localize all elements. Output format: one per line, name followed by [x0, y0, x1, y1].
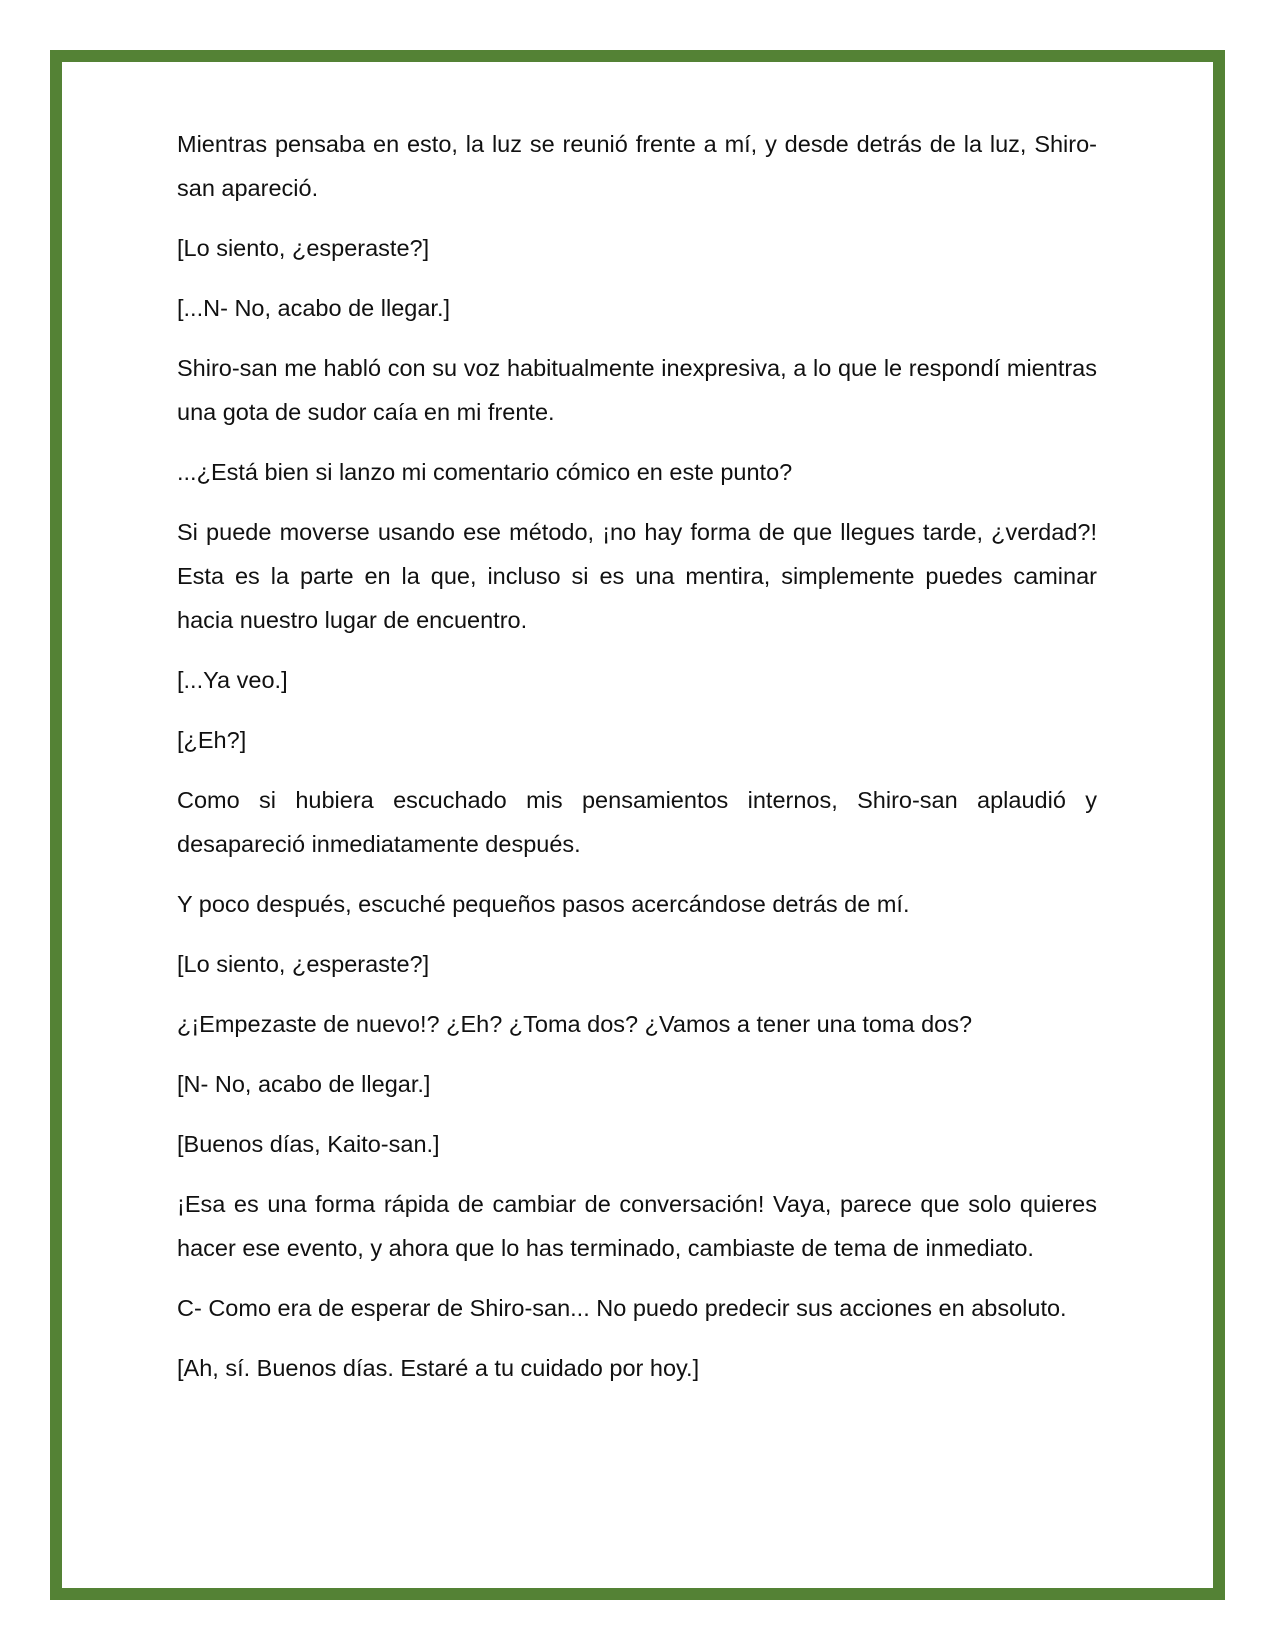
- paragraph: Shiro-san me habló con su voz habitualmente inexpresiva, a lo que le respondí mientras una gota de sudor caía en mi frente.: [177, 355, 1097, 425]
- paragraph: Como si hubiera escuchado mis pensamientos internos, Shiro-san aplaudió y desapareció inmediatamente después.: [177, 787, 1097, 857]
- paragraph: Mientras pensaba en esto, la luz se reunió frente a mí, y desde detrás de la luz, Shiro-san apareció.: [177, 131, 1097, 201]
- paragraph: [...Ya veo.]: [177, 667, 288, 693]
- paragraph: [Ah, sí. Buenos días. Estaré a tu cuidado por hoy.]: [177, 1355, 700, 1381]
- paragraph: Y poco después, escuché pequeños pasos acercándose detrás de mí.: [177, 891, 910, 917]
- paragraph: Si puede moverse usando ese método, ¡no hay forma de que llegues tarde, ¿verdad?! Esta es la parte en la que, incluso si es una mentira, simplemente puedes caminar hacia nuestro lugar de encuentro.: [177, 519, 1097, 633]
- paragraph: [¿Eh?]: [177, 727, 247, 753]
- paragraph: C- Como era de esperar de Shiro-san... No puedo predecir sus acciones en absoluto.: [177, 1295, 1067, 1321]
- paragraph: [...N- No, acabo de llegar.]: [177, 295, 451, 321]
- paragraph: [N- No, acabo de llegar.]: [177, 1071, 431, 1097]
- paragraph: ¿¡Empezaste de nuevo!? ¿Eh? ¿Toma dos? ¿Vamos a tener una toma dos?: [177, 1011, 973, 1037]
- paragraph: [Buenos días, Kaito-san.]: [177, 1131, 440, 1157]
- document-body: [177, 122, 1097, 1406]
- paragraph: [Lo siento, ¿esperaste?]: [177, 951, 430, 977]
- paragraph: [Lo siento, ¿esperaste?]: [177, 235, 430, 261]
- paragraph: ¡Esa es una forma rápida de cambiar de conversación! Vaya, parece que solo quieres hacer ese evento, y ahora que lo has terminado, cambiaste de tema de inmediato.: [177, 1191, 1097, 1261]
- paragraph: ...¿Está bien si lanzo mi comentario cómico en este punto?: [177, 459, 793, 485]
